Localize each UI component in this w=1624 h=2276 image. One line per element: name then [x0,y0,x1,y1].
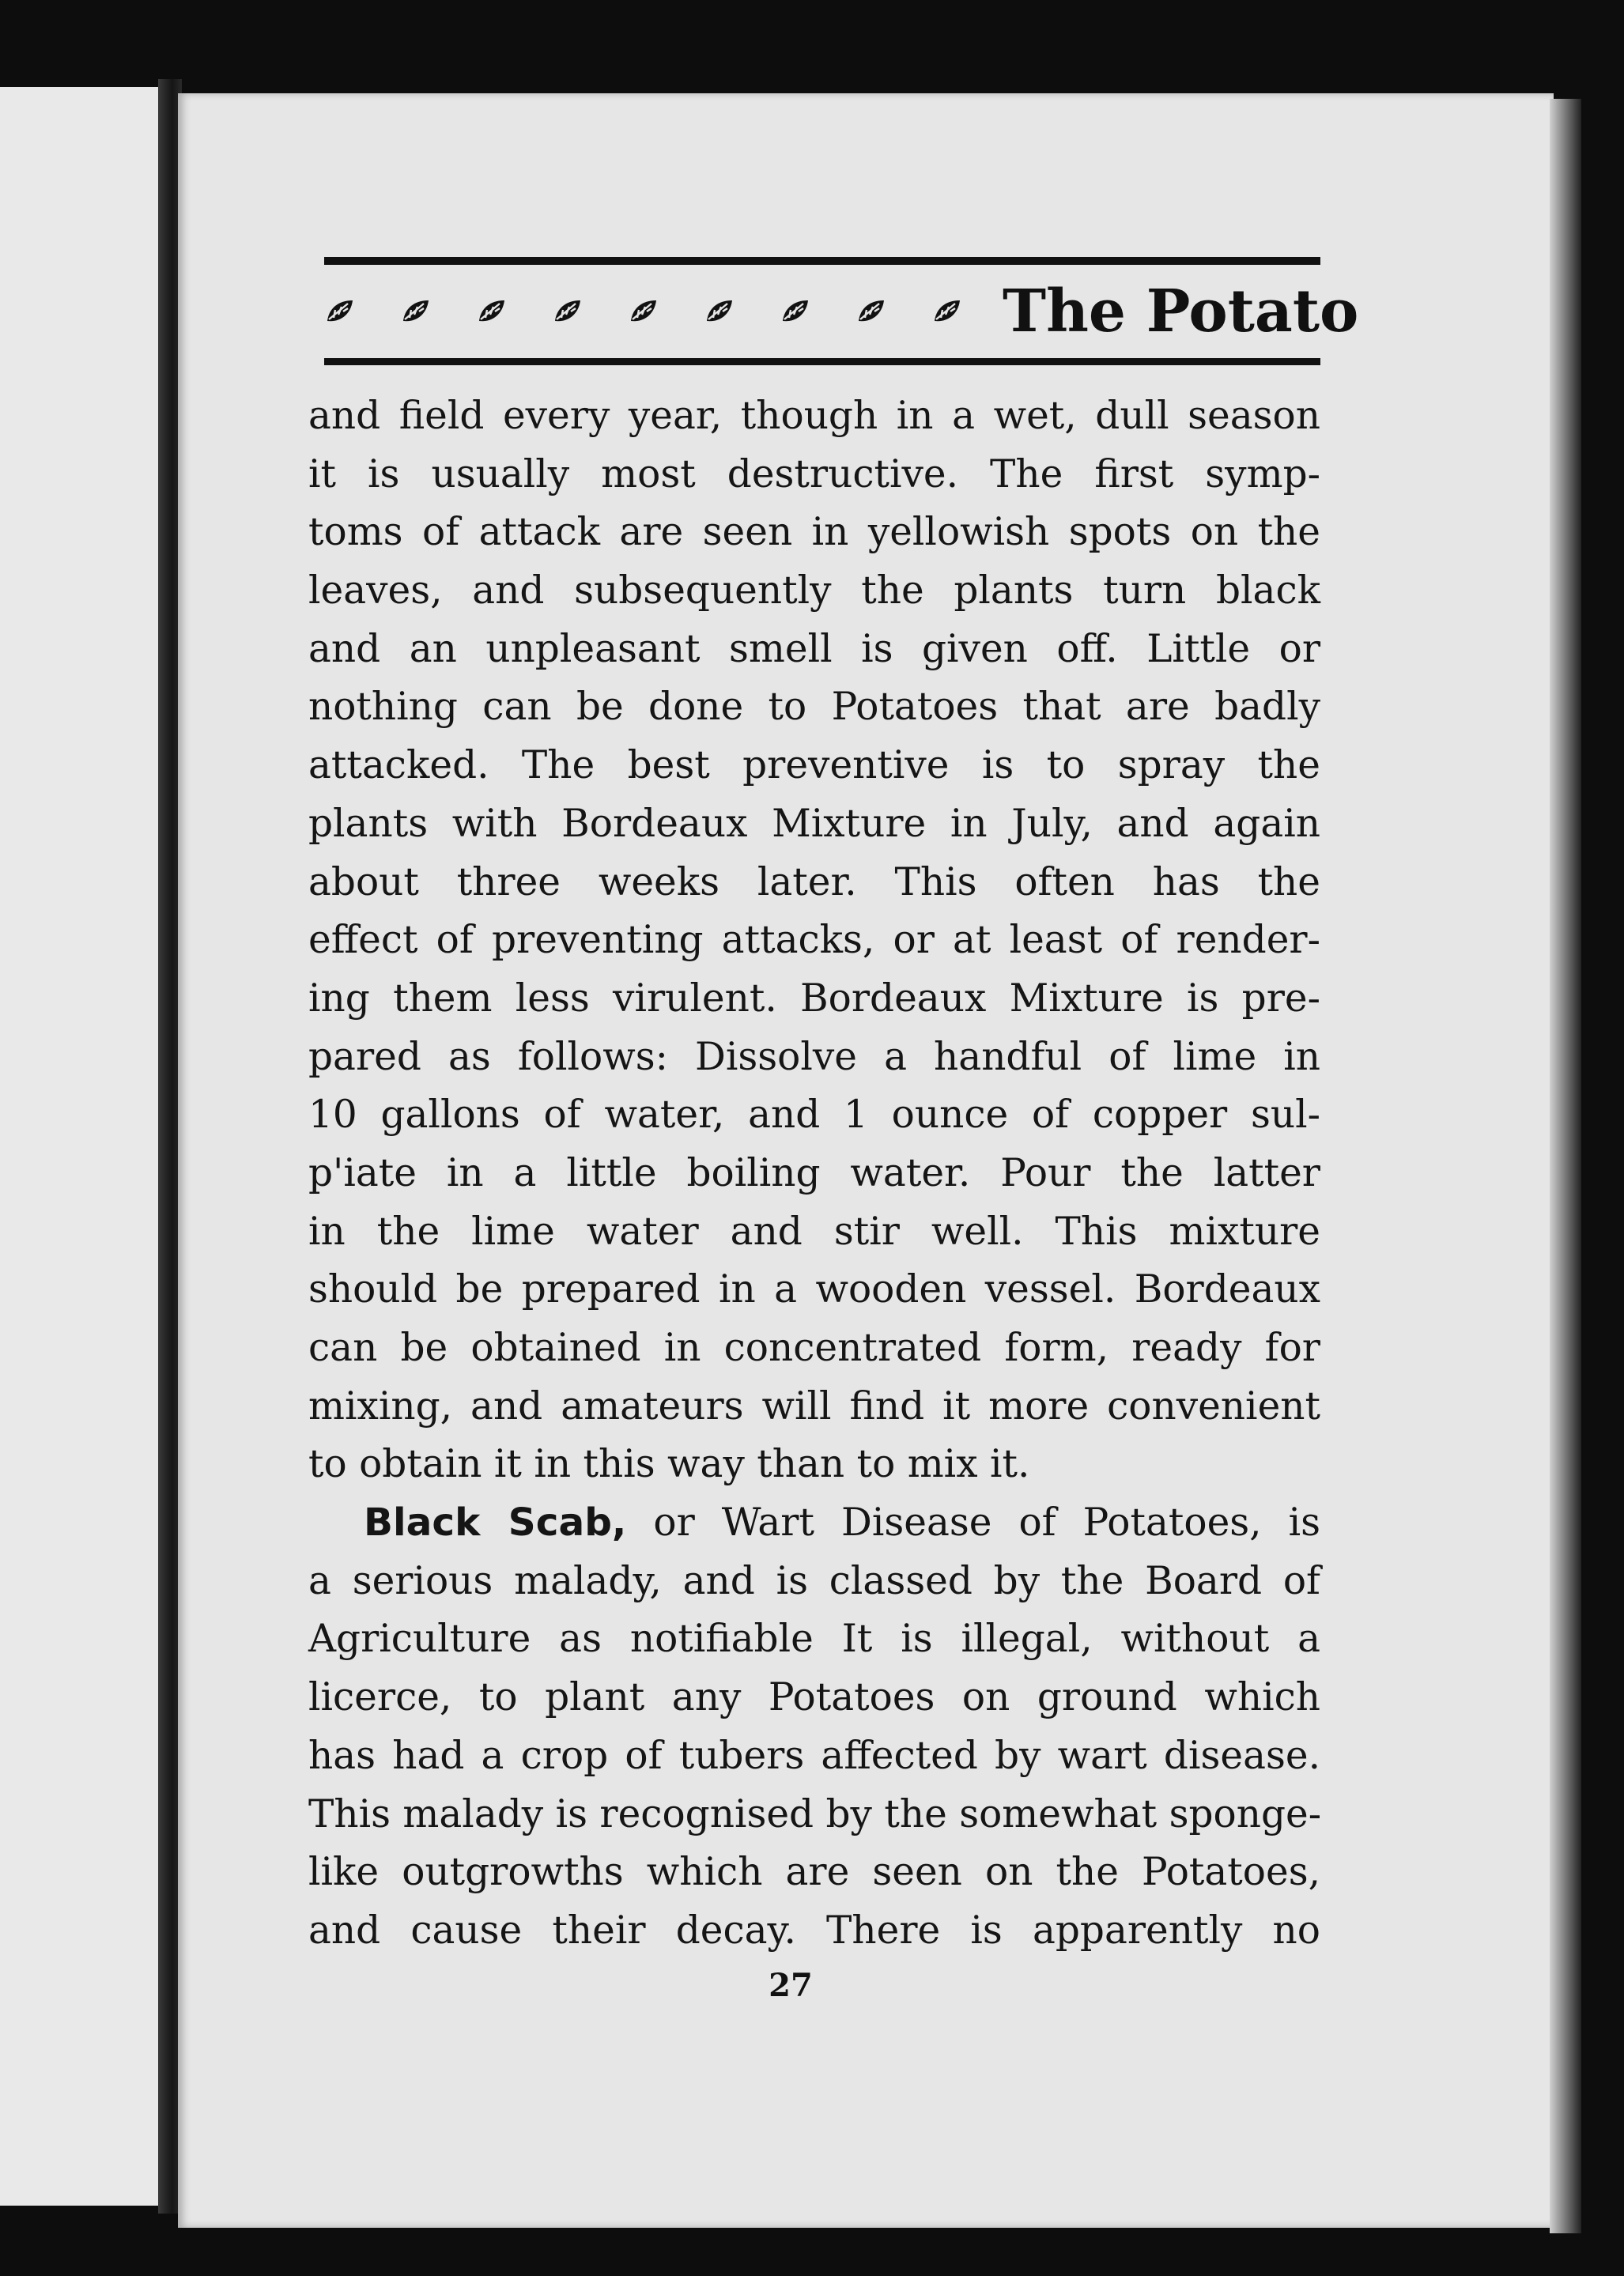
text-line: mixing, and amateurs will find it more convenient [308,1383,1320,1429]
text-line-rest: or Wart Disease of Potatoes, is [626,1500,1321,1546]
leaf-icon [476,297,508,326]
page-edge-shadow [1550,99,1581,2233]
text-line: a serious malady, and is classed by the Board of [308,1558,1320,1603]
text-line: and field every year, though in a wet, dull season [308,394,1320,438]
text-line: like outgrowths which are seen on the Potatoes, [308,1850,1320,1895]
text-line: and an unpleasant smell is given off. Little or [308,626,1320,671]
text-line: to obtain it in this way than to mix it. [308,1442,1030,1487]
text-line: plants with Bordeaux Mixture in July, and again [308,801,1320,846]
text-line: toms of attack are seen in yellowish spots on the [308,510,1320,555]
header-top-rule [324,257,1320,265]
text-line: about three weeks later. This often has the [308,859,1320,904]
leaf-icon [704,297,735,326]
text-line: pared as follows: Dissolve a handful of lime in [308,1034,1320,1079]
text-line: nothing can be done to Potatoes that are badly [308,685,1320,730]
text-line [308,1494,1320,1553]
header-row [324,265,1359,358]
leaf-icon [400,297,432,326]
leaf-icon [628,297,659,326]
leaf-icon [855,297,887,326]
text-line: leaves, and subsequently the plants turn black [308,568,1320,613]
text-line: This malady is recognised by the somewhat sponge- [308,1791,1322,1836]
running-header [324,257,1359,365]
facing-page-edge [0,87,158,2206]
ornament-row [324,297,963,326]
page-number: 27 [769,1967,813,2004]
text-line: and cause their decay. There is apparently no [308,1908,1320,1953]
paragraph-2 [308,1494,1320,1961]
leaf-icon [780,297,811,326]
leaf-icon [552,297,584,326]
leaf-icon [931,297,963,326]
body-text [308,387,1320,1961]
text-line: Agriculture as notifiable It is illegal, without a [308,1617,1320,1662]
paragraph-lead: Black Scab, [364,1500,627,1546]
leaf-icon [324,297,356,326]
text-line: ing them less virulent. Bordeaux Mixture is pre- [308,976,1320,1021]
text-line: attacked. The best preventive is to spray the [308,743,1320,788]
text-line: should be prepared in a wooden vessel. Bordeaux [308,1267,1320,1312]
text-line: 10 gallons of water, and 1 ounce of copper sul- [308,1093,1320,1138]
text-line: has had a crop of tubers affected by wart disease. [308,1733,1320,1778]
text-line: licerce, to plant any Potatoes on ground which [308,1675,1320,1720]
header-bottom-rule [324,358,1320,365]
text-line: it is usually most destructive. The first symp- [308,451,1320,496]
paragraph-1 [308,387,1320,1494]
text-line: p'iate in a little boiling water. Pour the latter [308,1150,1320,1195]
text-line: effect of preventing attacks, or at least of render- [308,918,1320,963]
running-title: The Potato [1003,277,1359,345]
text-line: in the lime water and stir well. This mixture [308,1209,1320,1254]
text-line: can be obtained in concentrated form, ready for [308,1326,1320,1370]
